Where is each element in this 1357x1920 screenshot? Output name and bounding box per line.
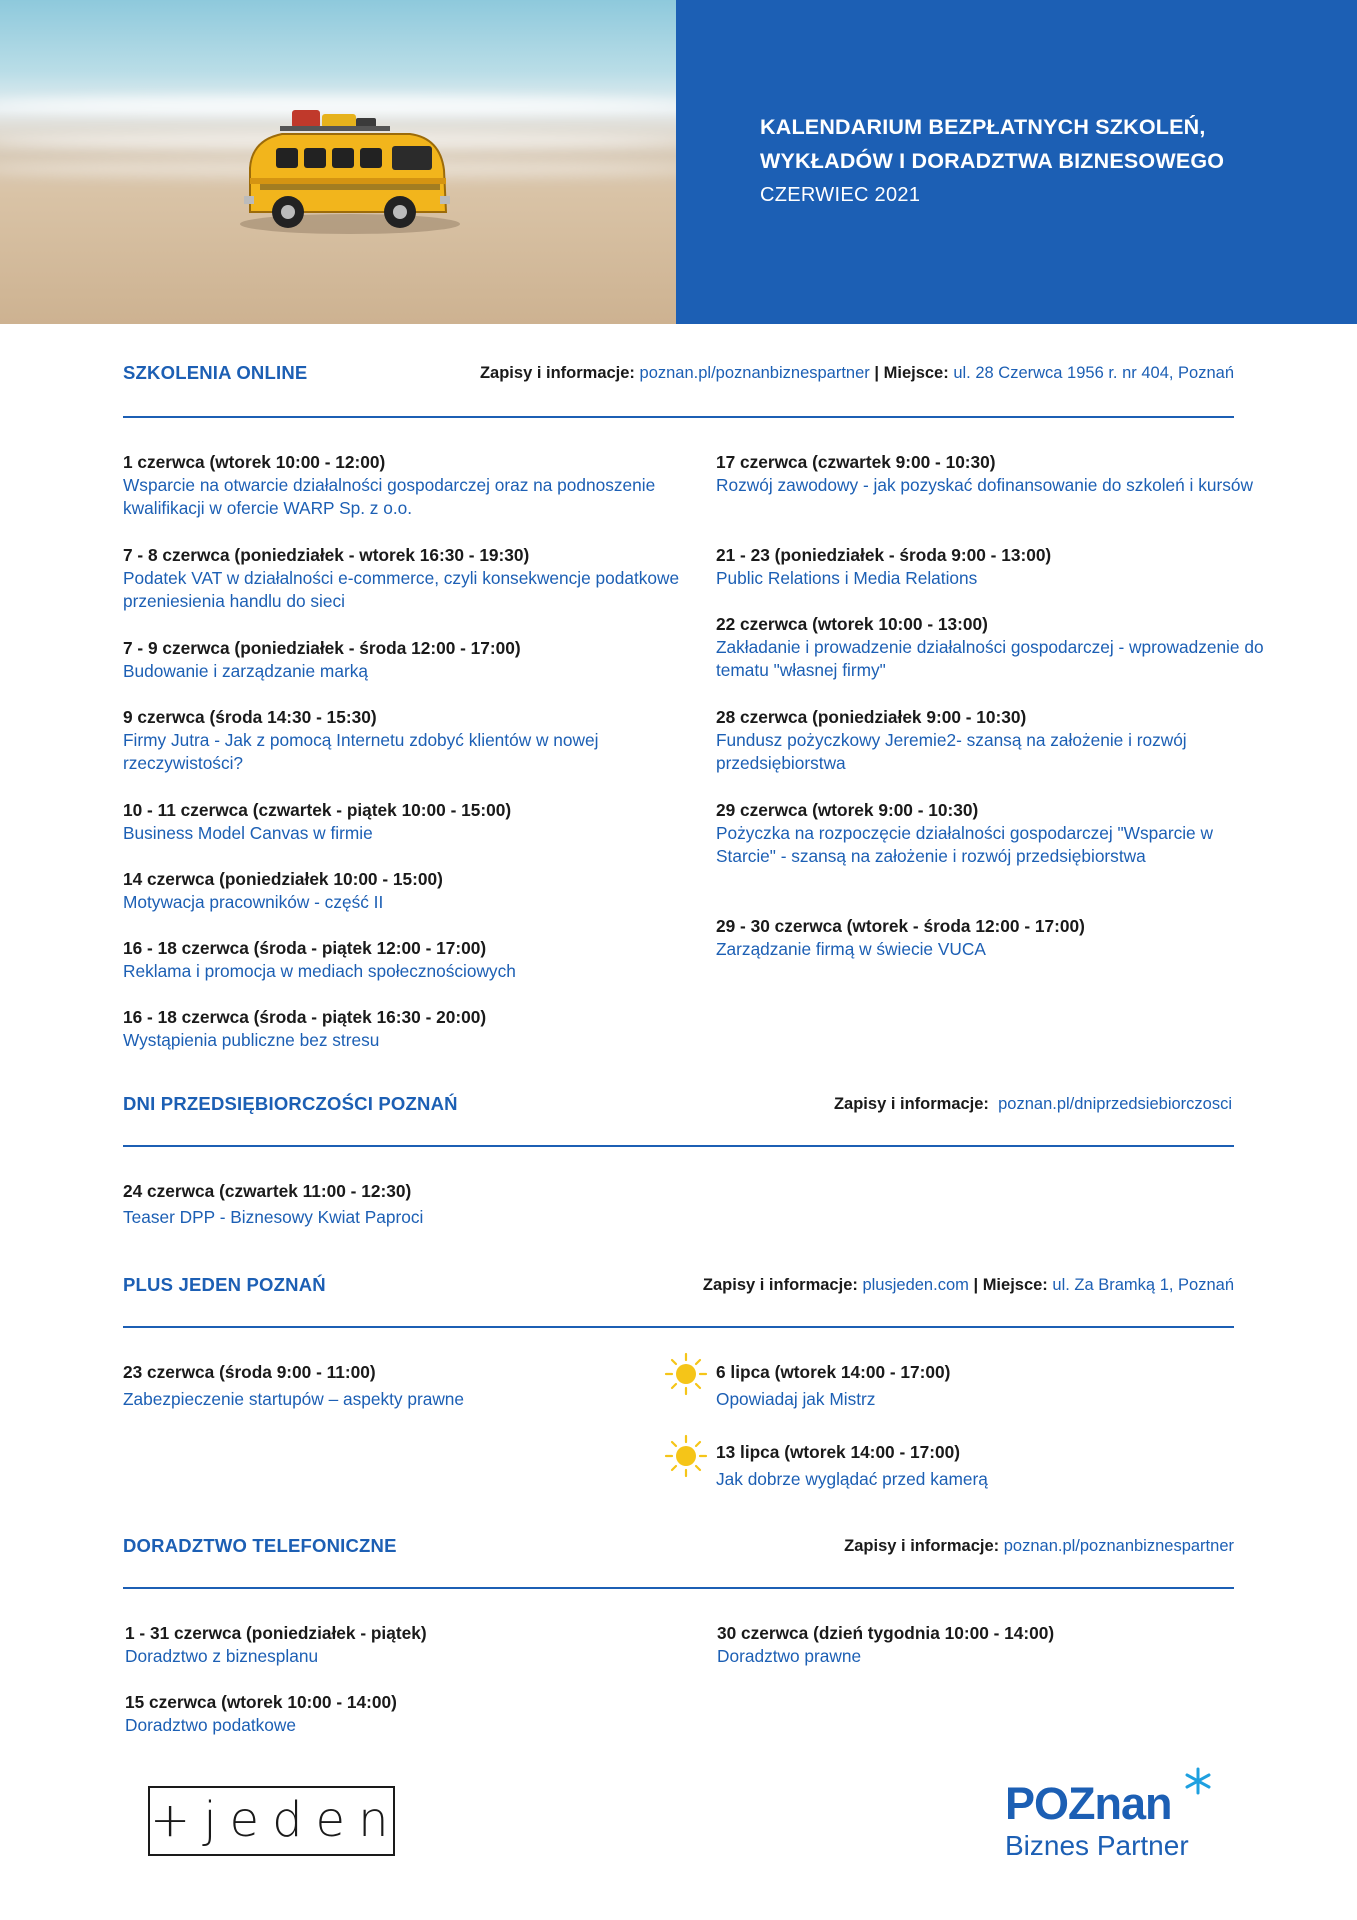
event-title[interactable]: Reklama i promocja w mediach społecznościowych [123,961,516,981]
info-link[interactable]: poznan.pl/dniprzedsiebiorczosci [998,1095,1232,1113]
event-date: 1 czerwca (wtorek 10:00 - 12:00) [123,452,386,472]
event-item [123,1006,683,1052]
event-title[interactable]: Zabezpieczenie startupów – aspekty prawne [123,1389,465,1409]
event-date: 15 czerwca (wtorek 10:00 - 14:00) [125,1692,397,1712]
info-label: Zapisy i informacje: [479,364,635,382]
section-divider [123,416,1234,418]
event-item [123,706,683,775]
event-title[interactable]: Budowanie i zarządzanie marką [123,661,368,681]
event-item [716,799,1276,868]
section-title-dpp: DNI PRZEDSIĘBIORCZOŚCI POZNAŃ [123,1093,458,1114]
poznan-logo-subtitle: Biznes Partner [1005,1830,1189,1861]
event-title[interactable]: Firmy Jutra - Jak z pomocą Internetu zdobyć klientów w nowej rzeczywistości? [123,730,599,773]
event-title[interactable]: Doradztwo prawne [717,1646,862,1666]
event-title[interactable]: Wsparcie na otwarcie działalności gospodarczej oraz na podnoszenie kwalifikacji w ofercie WARP Sp. z o.o. [123,475,656,518]
toy-bus-illustration [0,0,676,324]
event-date: 9 czerwca (środa 14:30 - 15:30) [123,707,377,727]
event-item [716,1441,1276,1491]
event-item [123,637,683,683]
place-label: Miejsce: [982,1276,1048,1294]
event-title[interactable]: Zakładanie i prowadzenie działalności gospodarczej - wprowadzenie do tematu "własnej firmy" [716,637,1264,680]
event-date: 17 czerwca (czwartek 9:00 - 10:30) [716,452,996,472]
event-date: 23 czerwca (środa 9:00 - 11:00) [123,1362,376,1382]
place-value: ul. 28 Czerwca 1956 r. nr 404, Poznań [953,364,1234,382]
event-item [123,937,683,983]
sun-icon [664,1352,708,1396]
event-date: 16 - 18 czerwca (środa - piątek 12:00 - 17:00) [123,938,487,958]
event-title[interactable]: Zarządzanie firmą w świecie VUCA [716,939,986,959]
info-label: Zapisy i informacje: [833,1095,989,1113]
event-item [123,1180,683,1229]
title-line-1: KALENDARIUM BEZPŁATNYCH SZKOLEŃ, [760,115,1206,139]
section-divider [123,1587,1234,1589]
event-item [716,451,1276,497]
plus-jeden-logo [148,1786,402,1856]
event-date: 14 czerwca (poniedziałek 10:00 - 15:00) [123,869,443,889]
event-title[interactable]: Teaser DPP - Biznesowy Kwiat Paproci [123,1207,424,1227]
separator: | [973,1276,979,1294]
event-item [716,1361,1276,1411]
place-label: Miejsce: [883,364,949,382]
section-info-dpp [834,1095,1232,1114]
event-title[interactable]: Fundusz pożyczkowy Jeremie2- szansą na założenie i rozwój przedsiębiorstwa [716,730,1187,773]
event-title[interactable]: Business Model Canvas w firmie [123,823,373,843]
page-title [760,110,1320,178]
event-title[interactable]: Motywacja pracowników - część II [123,892,384,912]
event-title[interactable]: Opowiadaj jak Mistrz [716,1389,876,1409]
event-item [123,544,683,613]
event-date: 24 czerwca (czwartek 11:00 - 12:30) [123,1181,412,1201]
event-item [125,1622,685,1668]
event-item [716,544,1276,590]
info-label: Zapisy i informacje: [702,1276,858,1294]
event-date: 6 lipca (wtorek 14:00 - 17:00) [716,1362,951,1382]
event-date: 13 lipca (wtorek 14:00 - 17:00) [716,1442,960,1462]
section-info-online [480,364,1234,383]
section-divider [123,1326,1234,1328]
event-item [125,1691,685,1737]
event-date: 1 - 31 czerwca (poniedziałek - piątek) [125,1623,427,1643]
poznan-biznes-partner-logo [1005,1778,1225,1868]
event-title[interactable]: Doradztwo z biznesplanu [125,1646,319,1666]
poznan-logo-word: POZnan [1005,1778,1172,1829]
event-item [716,613,1276,682]
separator: | [874,364,880,382]
info-link[interactable]: plusjeden.com [862,1276,969,1294]
event-title[interactable]: Podatek VAT w działalności e-commerce, czyli konsekwencje podatkowe przeniesienia handlu do sieci [123,568,680,611]
event-date: 30 czerwca (dzień tygodnia 10:00 - 14:00) [717,1623,1055,1643]
event-item [123,868,683,914]
event-date: 28 czerwca (poniedziałek 9:00 - 10:30) [716,707,1027,727]
event-date: 29 czerwca (wtorek 9:00 - 10:30) [716,800,979,820]
section-divider [123,1145,1234,1147]
event-date: 29 - 30 czerwca (wtorek - środa 12:00 - 17:00) [716,916,1085,936]
section-info-plus-jeden [703,1276,1234,1295]
event-title[interactable]: Wystąpienia publiczne bez stresu [123,1030,380,1050]
hero-beach-photo [0,0,676,324]
info-link[interactable]: poznan.pl/poznanbiznespartner [1003,1537,1234,1555]
page-subtitle: CZERWIEC 2021 [760,184,921,206]
event-title[interactable]: Pożyczka na rozpoczęcie działalności gospodarczej "Wsparcie w Starcie" - szansą na założenie i rozwój przedsiębiorstwa [716,823,1213,866]
event-date: 7 - 9 czerwca (poniedziałek - środa 12:00 - 17:00) [123,638,521,658]
event-item [123,451,683,520]
place-value: ul. Za Bramką 1, Poznań [1052,1276,1234,1294]
event-date: 16 - 18 czerwca (środa - piątek 16:30 - 20:00) [123,1007,487,1027]
event-item [717,1622,1277,1668]
section-title-phone: DORADZTWO TELEFONICZNE [123,1535,397,1556]
event-title[interactable]: Public Relations i Media Relations [716,568,978,588]
section-title-plus-jeden: PLUS JEDEN POZNAŃ [123,1274,326,1295]
event-title[interactable]: Jak dobrze wyglądać przed kamerą [716,1469,988,1489]
section-info-phone [844,1537,1234,1556]
info-link[interactable]: poznan.pl/poznanbiznespartner [639,364,870,382]
asterisk-icon [1183,1766,1213,1796]
info-label: Zapisy i informacje: [844,1537,1000,1555]
event-item [716,706,1276,775]
title-line-2: WYKŁADÓW I DORADZTWA BIZNESOWEGO [760,149,1225,173]
event-title[interactable]: Doradztwo podatkowe [125,1715,296,1735]
event-date: 10 - 11 czerwca (czwartek - piątek 10:00 - 15:00) [123,800,512,820]
event-item [123,799,683,845]
section-title-online: SZKOLENIA ONLINE [123,362,308,383]
sun-icon [664,1434,708,1478]
event-date: 21 - 23 (poniedziałek - środa 9:00 - 13:00) [716,545,1052,565]
event-date: 22 czerwca (wtorek 10:00 - 13:00) [716,614,988,634]
event-date: 7 - 8 czerwca (poniedziałek - wtorek 16:30 - 19:30) [123,545,530,565]
plus-jeden-logo-text: +jeden [150,1792,402,1848]
event-item [716,915,1276,961]
event-title[interactable]: Rozwój zawodowy - jak pozyskać dofinansowanie do szkoleń i kursów [716,475,1253,495]
event-item [123,1361,683,1411]
